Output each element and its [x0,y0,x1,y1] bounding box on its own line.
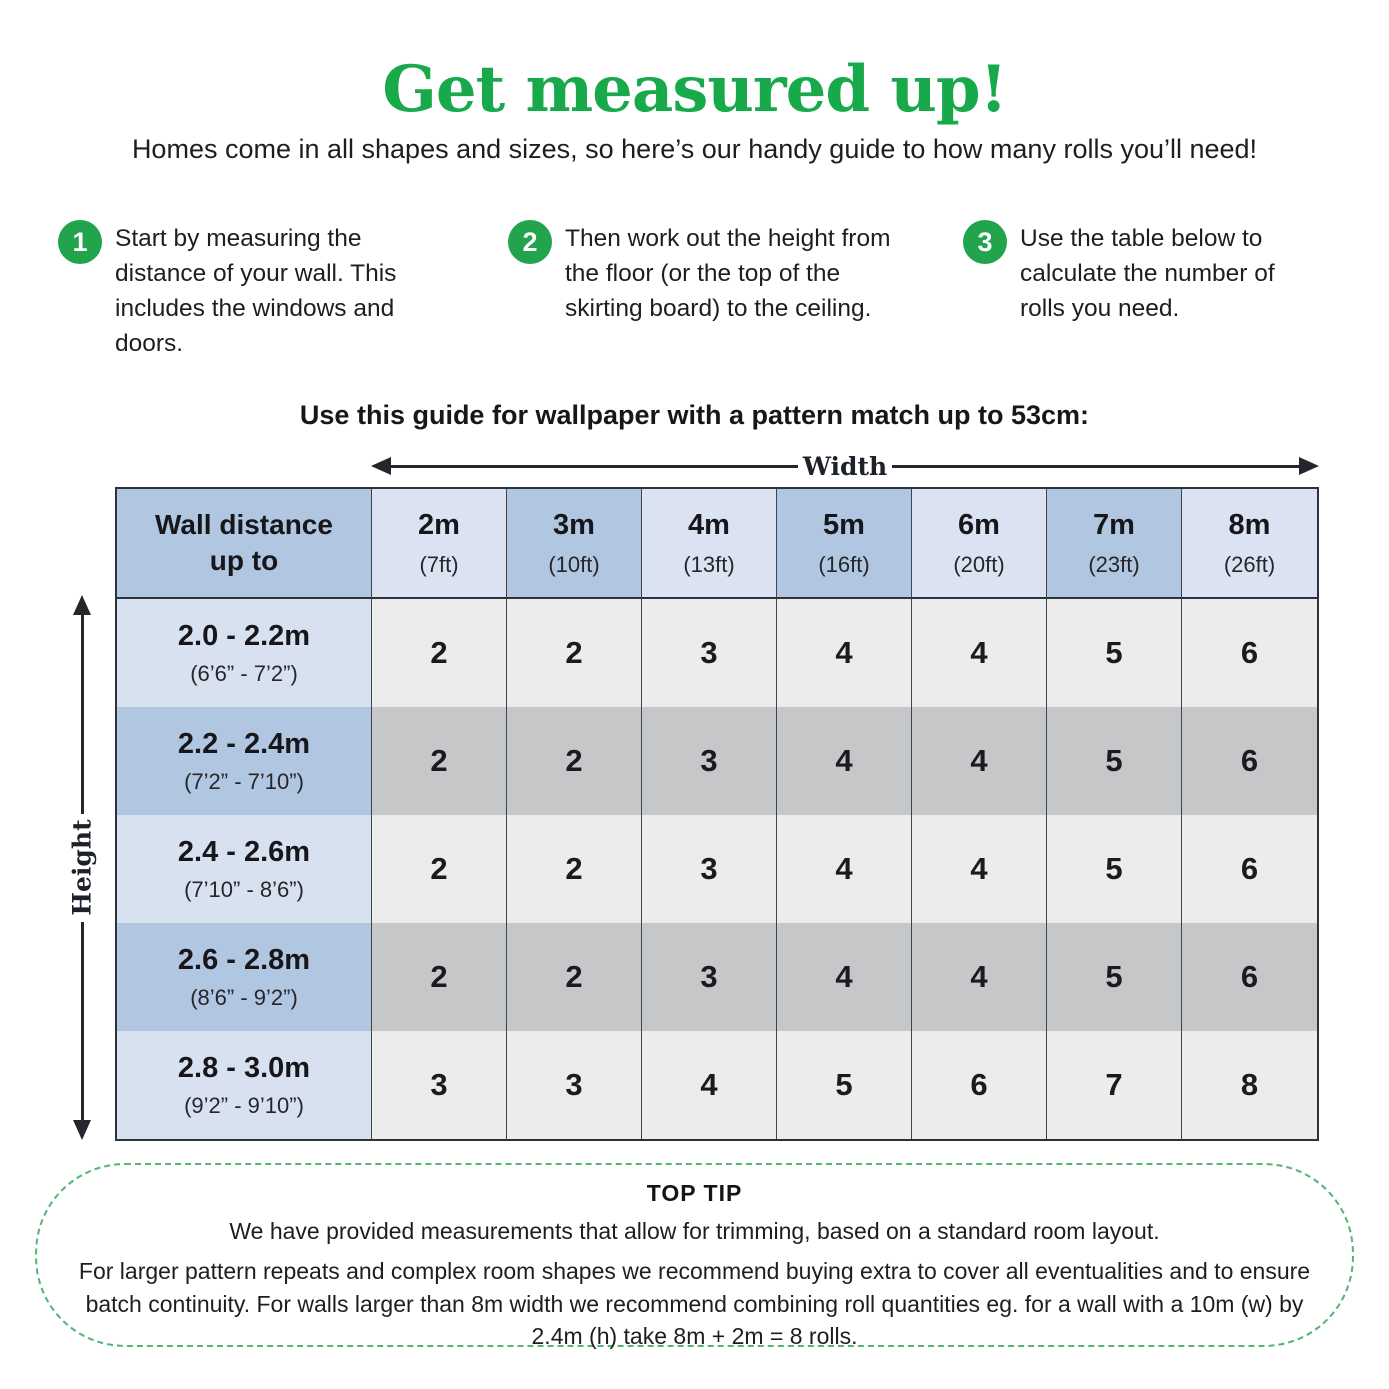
roll-count: 2 [430,743,448,778]
row-label-2.4-2.6m [117,815,372,923]
roll-count: 5 [1105,851,1123,886]
column-header-2m [372,489,507,599]
table-value-cell [777,1031,912,1139]
width-axis-arrow [371,451,1319,481]
column-header-ft: (10ft) [548,551,600,577]
roll-count: 4 [970,959,988,994]
column-header-ft: (13ft) [683,551,735,577]
roll-count: 2 [430,851,448,886]
table-value-cell [912,1031,1047,1139]
roll-count: 4 [700,1067,718,1102]
table-value-cell [372,599,507,707]
roll-count: 4 [970,851,988,886]
roll-count: 4 [835,743,853,778]
table-value-cell [372,815,507,923]
table-value-cell [912,707,1047,815]
roll-count: 7 [1105,1067,1123,1102]
roll-count: 2 [565,959,583,994]
row-label-2.2-2.4m [117,707,372,815]
table-value-cell [1047,815,1182,923]
table-value-cell [912,815,1047,923]
roll-count: 2 [565,851,583,886]
height-axis-arrow [60,595,104,1140]
roll-count: 4 [970,743,988,778]
roll-count: 3 [700,851,718,886]
column-header-3m [507,489,642,599]
column-header-6m [912,489,1047,599]
column-header-ft: (26ft) [1223,551,1276,577]
table-value-cell [642,1031,777,1139]
table-value-cell [912,599,1047,707]
table-value-cell [372,923,507,1031]
table-value-cell [1182,1031,1317,1139]
column-header-4m [642,489,777,599]
roll-count: 6 [970,1067,988,1102]
column-header-m: 3m [553,508,595,541]
roll-count: 6 [1240,635,1259,670]
corner-header-line1: Wall distance [155,508,333,540]
width-arrow-line [892,465,1299,468]
height-axis-label: Height [67,819,97,916]
roll-count: 5 [1105,635,1123,670]
table-value-cell [507,1031,642,1139]
page-title: Get measured up! [382,52,1007,127]
arrow-right-icon [1299,457,1319,475]
column-header-ft: (16ft) [818,551,870,577]
column-header-m: 5m [823,508,865,541]
table-value-cell [777,815,912,923]
roll-count: 6 [1240,743,1259,778]
row-range: 2.8 - 3.0m [177,1051,311,1084]
row-ft: (7’10” - 8’6”) [184,876,304,902]
table-value-cell [777,923,912,1031]
roll-count: 6 [1240,959,1259,994]
table-value-cell [642,923,777,1031]
roll-count: 4 [835,635,853,670]
table-value-cell [912,923,1047,1031]
column-header-m: 4m [688,508,730,541]
table-value-cell [1047,1031,1182,1139]
row-label-2.8-3.0m [117,1031,372,1139]
step-1-number-badge: 1 [58,220,102,264]
column-header-m: 6m [958,508,1000,541]
row-range: 2.0 - 2.2m [177,619,311,652]
roll-count: 4 [835,851,853,886]
roll-count: 2 [430,959,448,994]
table-value-cell [1047,599,1182,707]
table-value-cell [507,599,642,707]
guide-heading: Use this guide for wallpaper with a pattern match up to 53cm: [299,400,1090,430]
roll-count: 4 [970,635,988,670]
height-arrow-line [81,615,84,814]
step-2-number-badge: 2 [508,220,552,264]
roll-count: 2 [565,743,583,778]
table-value-cell [1182,923,1317,1031]
row-range: 2.6 - 2.8m [177,943,311,976]
table-value-cell [1182,707,1317,815]
top-tip-box [35,1163,1354,1350]
table-value-cell [1047,707,1182,815]
roll-count: 6 [1240,851,1259,886]
row-ft: (6’6” - 7’2”) [190,660,298,686]
roll-count: 3 [700,959,718,994]
row-ft: (8’6” - 9’2”) [190,984,298,1010]
roll-count: 5 [1105,959,1123,994]
column-header-ft: (7ft) [419,551,459,577]
width-arrow-line [391,465,798,468]
corner-header-line2: up to [209,545,279,576]
row-range: 2.2 - 2.4m [177,727,311,760]
column-header-8m [1182,489,1317,599]
rolls-table [115,487,1319,1141]
table-value-cell [507,707,642,815]
roll-count: 5 [1105,743,1123,778]
width-axis-label: Width [802,451,888,481]
table-value-cell [372,1031,507,1139]
arrow-up-icon [73,595,91,615]
column-header-7m [1047,489,1182,599]
arrow-down-icon [73,1120,91,1140]
table-value-cell [642,599,777,707]
column-header-m: 2m [418,508,460,541]
column-header-5m [777,489,912,599]
table-value-cell [642,815,777,923]
arrow-left-icon [371,457,391,475]
table-value-cell [777,599,912,707]
roll-count: 3 [565,1067,583,1102]
roll-count: 8 [1240,1067,1259,1102]
step-3-text: Use the table below to calculate the number of rolls you need. [1020,225,1275,323]
row-label-2.0-2.2m [117,599,372,707]
roll-count: 4 [835,959,853,994]
top-tip-title: TOP TIP [646,1180,743,1206]
roll-count: 3 [430,1067,448,1102]
table-value-cell [507,923,642,1031]
step-2-text: Then work out the height from the floor (or the top of the skirting board) to the ceiling. [565,225,891,323]
table-value-cell [1047,923,1182,1031]
top-tip-line2: For larger pattern repeats and complex room shapes we recommend buying extra to cover all eventualities and to ensure batch continuity. For walls larger than 8m width we recommend combining roll quantities eg. for a wall with a 10m (w) by 2.4m (h) take 8m + 2m = 8 rolls. [78,1258,1311,1350]
top-tip-line1: We have provided measurements that allow for trimming, based on a standard room layout. [229,1218,1160,1244]
row-ft: (9’2” - 9’10”) [184,1092,304,1118]
row-ft: (7’2” - 7’10”) [184,768,304,794]
table-value-cell [777,707,912,815]
roll-count: 3 [700,743,718,778]
step-1-text: Start by measuring the distance of your wall. This includes the windows and doors. [115,225,397,358]
column-header-ft: (23ft) [1088,551,1140,577]
table-value-cell [1182,599,1317,707]
roll-count: 2 [565,635,583,670]
step-3-number-badge: 3 [963,220,1007,264]
column-header-m: 7m [1093,508,1135,541]
table-value-cell [372,707,507,815]
row-range: 2.4 - 2.6m [177,835,311,868]
row-label-2.6-2.8m [117,923,372,1031]
column-header-ft: (20ft) [953,551,1005,577]
page-subtitle: Homes come in all shapes and sizes, so here’s our handy guide to how many rolls you’ll need! [131,134,1258,164]
table-value-cell [1182,815,1317,923]
column-header-m: 8m [1228,508,1271,541]
height-arrow-line [81,922,84,1121]
roll-count: 2 [430,635,448,670]
corner-header-cell [117,489,372,599]
table-value-cell [642,707,777,815]
roll-count: 5 [835,1067,853,1102]
roll-count: 3 [700,635,718,670]
table-value-cell [507,815,642,923]
